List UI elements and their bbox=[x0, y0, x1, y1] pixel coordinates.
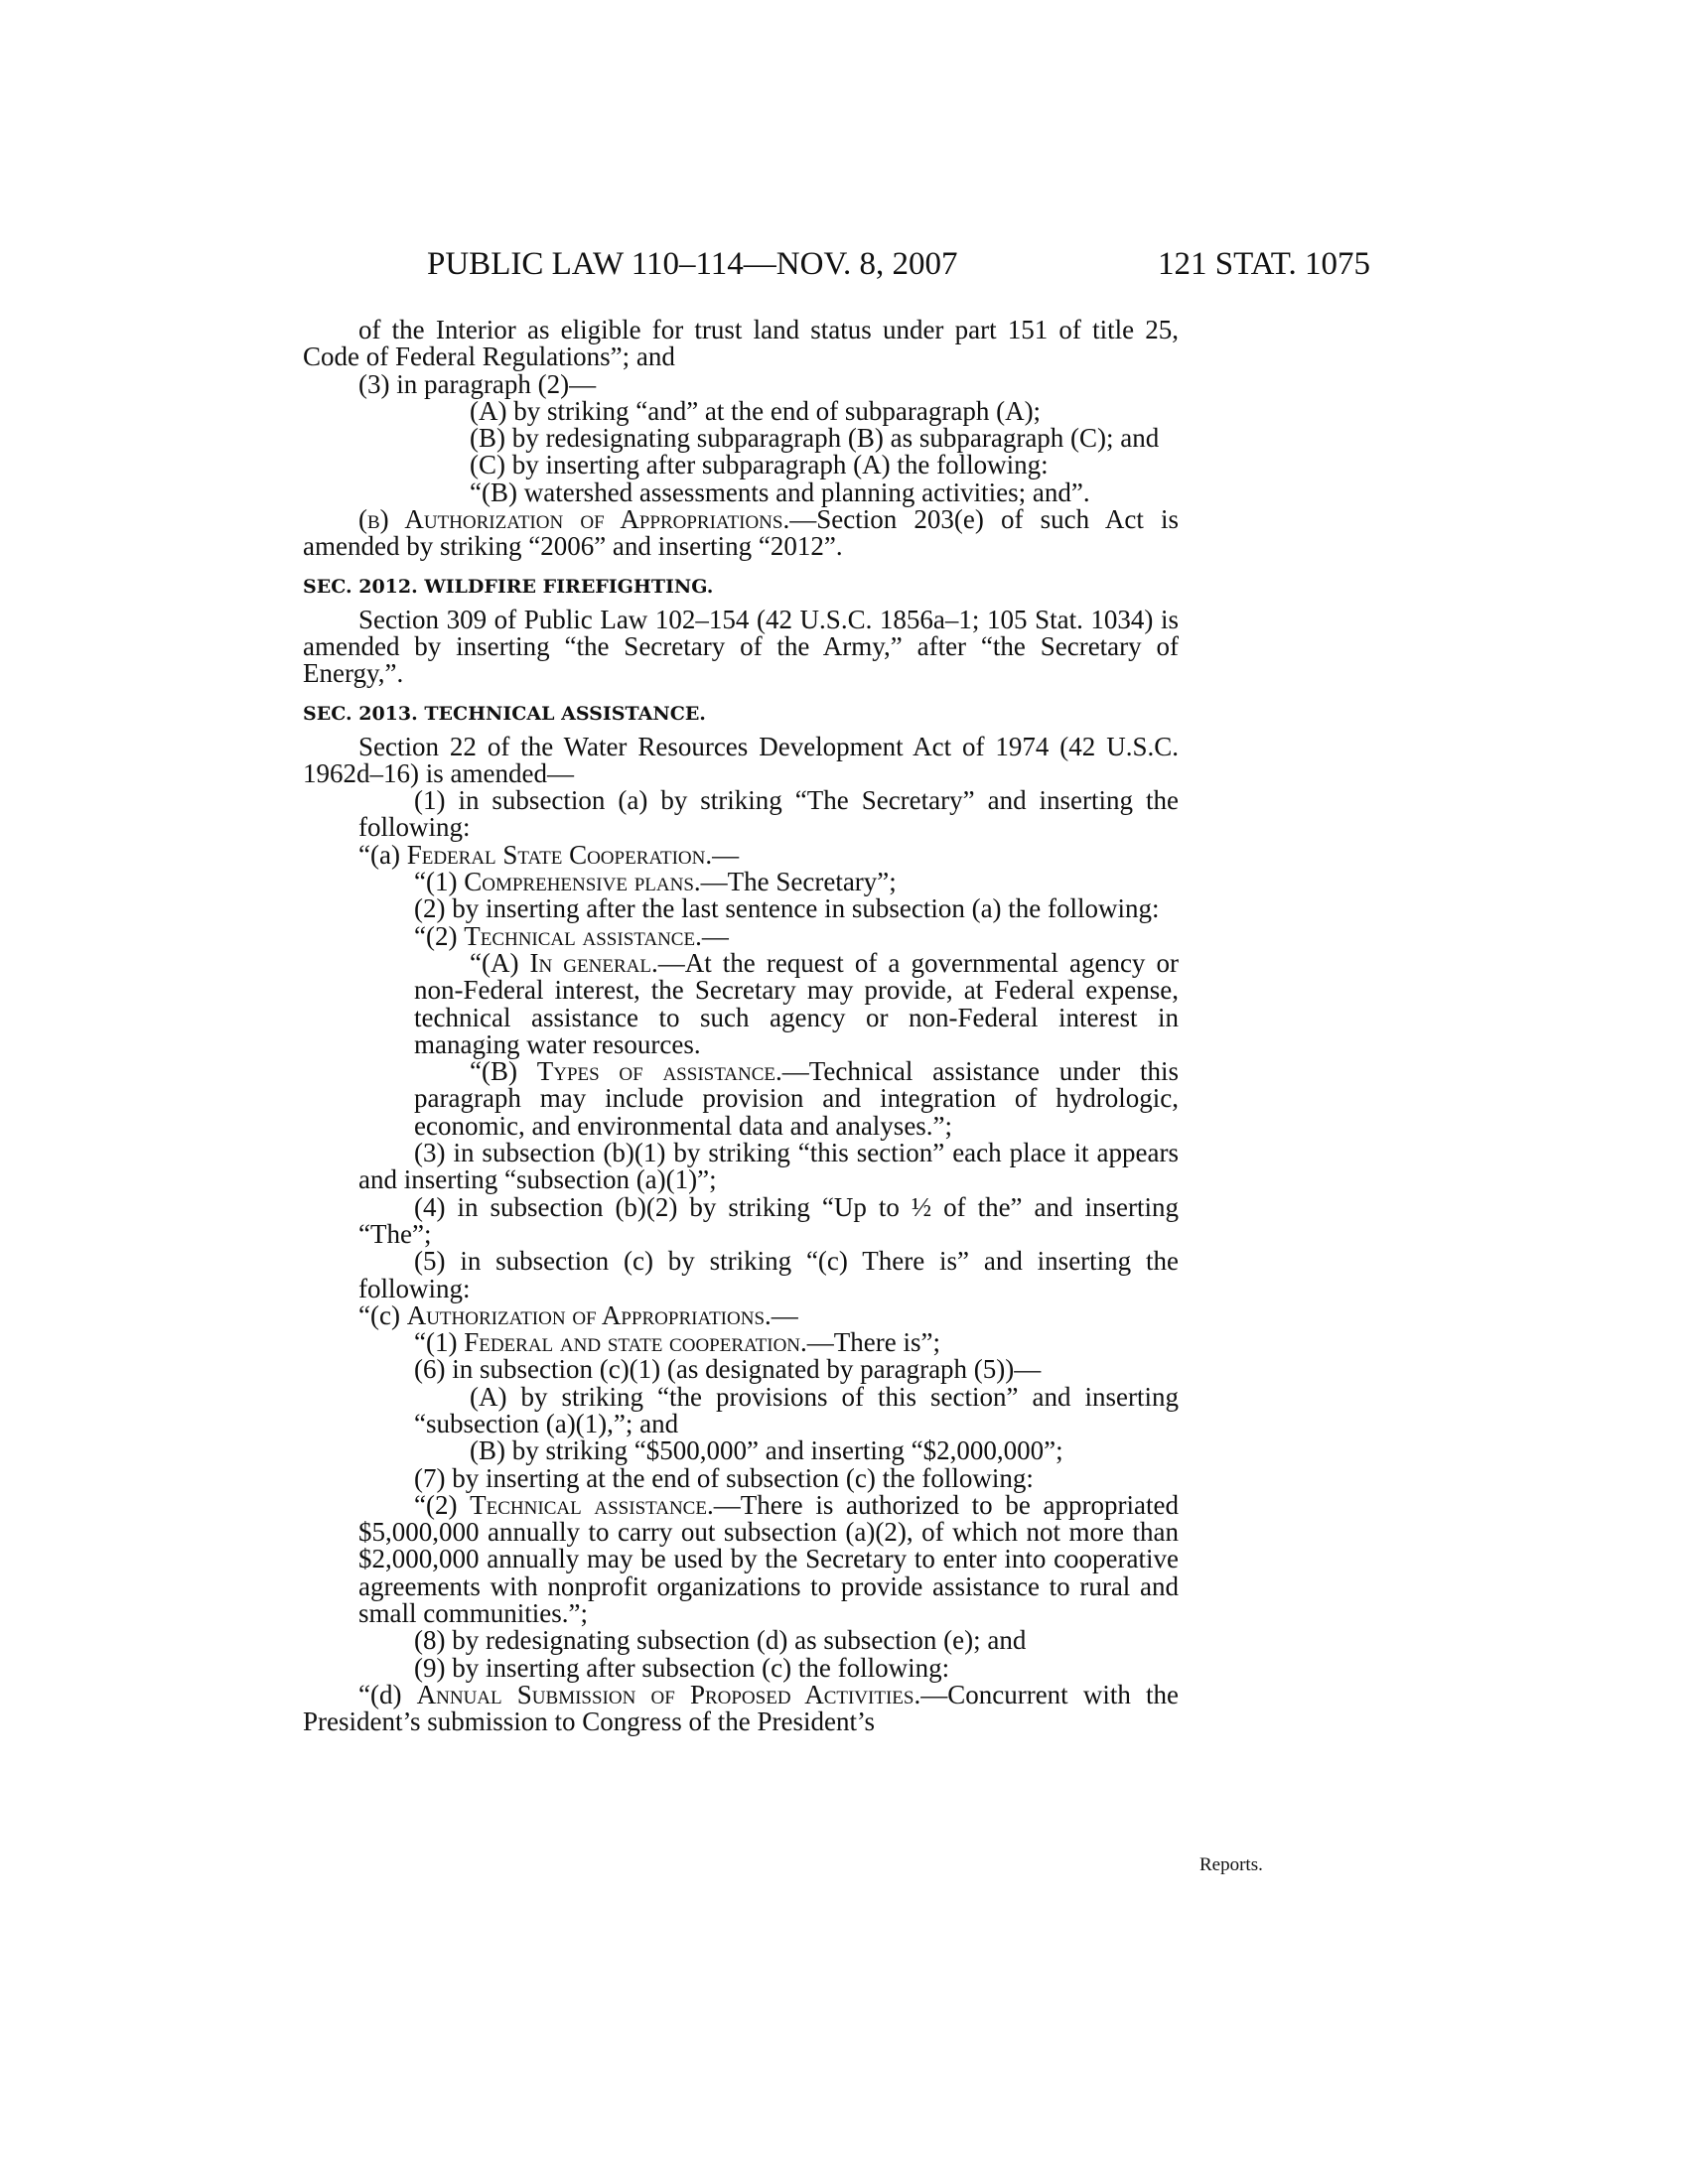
subsection-heading: Annual Submission of Proposed Activities. bbox=[416, 1679, 921, 1709]
paragraph-text: —There is authorized to be appropriated $5,000,000 annually to carry out subsection (a)(2), of which not more than $2,000,000 annually may be used by the Secretary to enter into cooperative agreements with nonprofit organizations to provide assistance to rural and small communities.”; bbox=[358, 1489, 1179, 1629]
paragraph-text: —Section 203(e) of such Act is amended by striking “2006” and inserting “2012”. bbox=[303, 504, 1179, 562]
paragraph bbox=[303, 920, 1179, 951]
section-heading: SEC. 2012. WILDFIRE FIREFIGHTING. bbox=[303, 575, 714, 598]
subsection-heading: Federal and state cooperation. bbox=[464, 1327, 807, 1358]
paragraph: (8) by redesignating subsection (d) as subsection (e); and bbox=[414, 1625, 1027, 1656]
subsection-heading: Technical assistance. bbox=[464, 920, 702, 951]
subsection-heading: Types of assistance. bbox=[536, 1056, 782, 1087]
paragraph bbox=[303, 506, 1179, 561]
paragraph-text: —The Secretary”; bbox=[700, 867, 897, 897]
paragraph-prefix: “(c) bbox=[358, 1299, 407, 1330]
paragraph-text: —Technical assistance under this paragraph may include provision and integration of hydrologic, economic, and environmental data and analyses.”; bbox=[414, 1056, 1180, 1141]
paragraph bbox=[303, 947, 1179, 1059]
paragraph bbox=[303, 1299, 1179, 1330]
subsection-heading: Technical assistance. bbox=[470, 1489, 714, 1520]
paragraph: (B) by redesignating subparagraph (B) as subparagraph (C); and bbox=[470, 423, 1160, 454]
section-heading: SEC. 2013. TECHNICAL ASSISTANCE. bbox=[303, 702, 706, 725]
page-header bbox=[427, 246, 1370, 292]
paragraph bbox=[303, 1489, 1179, 1629]
paragraph-text: — bbox=[701, 920, 729, 951]
paragraph-prefix: “(1) bbox=[414, 867, 465, 897]
paragraph bbox=[303, 1058, 1179, 1140]
subsection-heading: (b) Authorization of Appropriations. bbox=[358, 504, 790, 535]
paragraph: (A) by striking “and” at the end of subparagraph (A); bbox=[470, 395, 1042, 426]
paragraph: Section 309 of Public Law 102–154 (42 U.S.C. 1856a–1; 105 Stat. 1034) is amended by inserting “the Secretary of the Army,” after “the Secretary of Energy,”. bbox=[303, 604, 1179, 689]
paragraph: (A) by striking “the provisions of this section” and inserting “subsection (a)(1),”; and bbox=[414, 1381, 1179, 1438]
paragraph-text: —At the request of a governmental agency or non-Federal interest, the Secretary may provide, at Federal expense, technical assistance to such agency or non-Federal interest in managing water resources. bbox=[414, 947, 1179, 1059]
paragraph: Section 22 of the Water Resources Development Act of 1974 (42 U.S.C. 1962d–16) is amended— bbox=[303, 731, 1179, 788]
subsection-heading: In general. bbox=[529, 947, 658, 978]
paragraph: (7) by inserting at the end of subsection (c) the following: bbox=[414, 1462, 1034, 1493]
subsection-heading: Authorization of Appropriations. bbox=[406, 1299, 772, 1330]
paragraph: “(B) watershed assessments and planning activities; and”. bbox=[470, 477, 1090, 507]
paragraph-text: —There is”; bbox=[806, 1327, 940, 1358]
paragraph-prefix: “(d) bbox=[358, 1679, 417, 1709]
paragraph bbox=[303, 1679, 1179, 1737]
document-body bbox=[303, 317, 1179, 1736]
paragraph: (B) by striking “$500,000” and inserting “$2,000,000”; bbox=[470, 1435, 1063, 1466]
paragraph-prefix: “(2) bbox=[414, 920, 465, 951]
paragraph: (4) in subsection (b)(2) by striking “Up to ½ of the” and inserting “The”; bbox=[358, 1191, 1179, 1249]
paragraph: (5) in subsection (c) by striking “(c) There is” and inserting the following: bbox=[358, 1246, 1179, 1303]
paragraph: (3) in paragraph (2)— bbox=[358, 368, 597, 399]
paragraph: (C) by inserting after subparagraph (A) the following: bbox=[470, 450, 1049, 480]
paragraph-text: — bbox=[712, 839, 740, 870]
paragraph-prefix: “(1) bbox=[414, 1327, 465, 1358]
paragraph: (1) in subsection (a) by striking “The Secretary” and inserting the following: bbox=[358, 785, 1179, 843]
subsection-heading: Federal State Cooperation. bbox=[406, 839, 713, 870]
paragraph-prefix: “(2) bbox=[414, 1489, 471, 1520]
paragraph-text: —Concurrent with the President’s submission to Congress of the President’s bbox=[303, 1679, 1179, 1737]
paragraph bbox=[303, 869, 1179, 895]
paragraph: (3) in subsection (b)(1) by striking “this section” each place it appears and inserting “subsection (a)(1)”; bbox=[358, 1138, 1179, 1195]
subsection-heading: Comprehensive plans. bbox=[464, 867, 701, 897]
paragraph-text: — bbox=[771, 1299, 798, 1330]
header-title: PUBLIC LAW 110–114—NOV. 8, 2007 bbox=[427, 246, 958, 282]
header-stat-citation: 121 STAT. 1075 bbox=[1157, 246, 1370, 282]
paragraph-prefix: “(B) bbox=[470, 1056, 537, 1087]
paragraph-prefix: “(A) bbox=[470, 947, 530, 978]
margin-note: Reports. bbox=[1199, 1854, 1263, 1875]
paragraph: (2) by inserting after the last sentence in subsection (a) the following: bbox=[414, 893, 1160, 924]
paragraph: (6) in subsection (c)(1) (as designated by paragraph (5))— bbox=[414, 1354, 1042, 1385]
paragraph bbox=[303, 1329, 1179, 1356]
paragraph: of the Interior as eligible for trust land status under part 151 of title 25, Code of Federal Regulations”; and bbox=[303, 315, 1179, 372]
paragraph bbox=[303, 839, 1179, 870]
paragraph: (9) by inserting after subsection (c) the following: bbox=[414, 1652, 950, 1683]
paragraph-prefix: “(a) bbox=[358, 839, 407, 870]
